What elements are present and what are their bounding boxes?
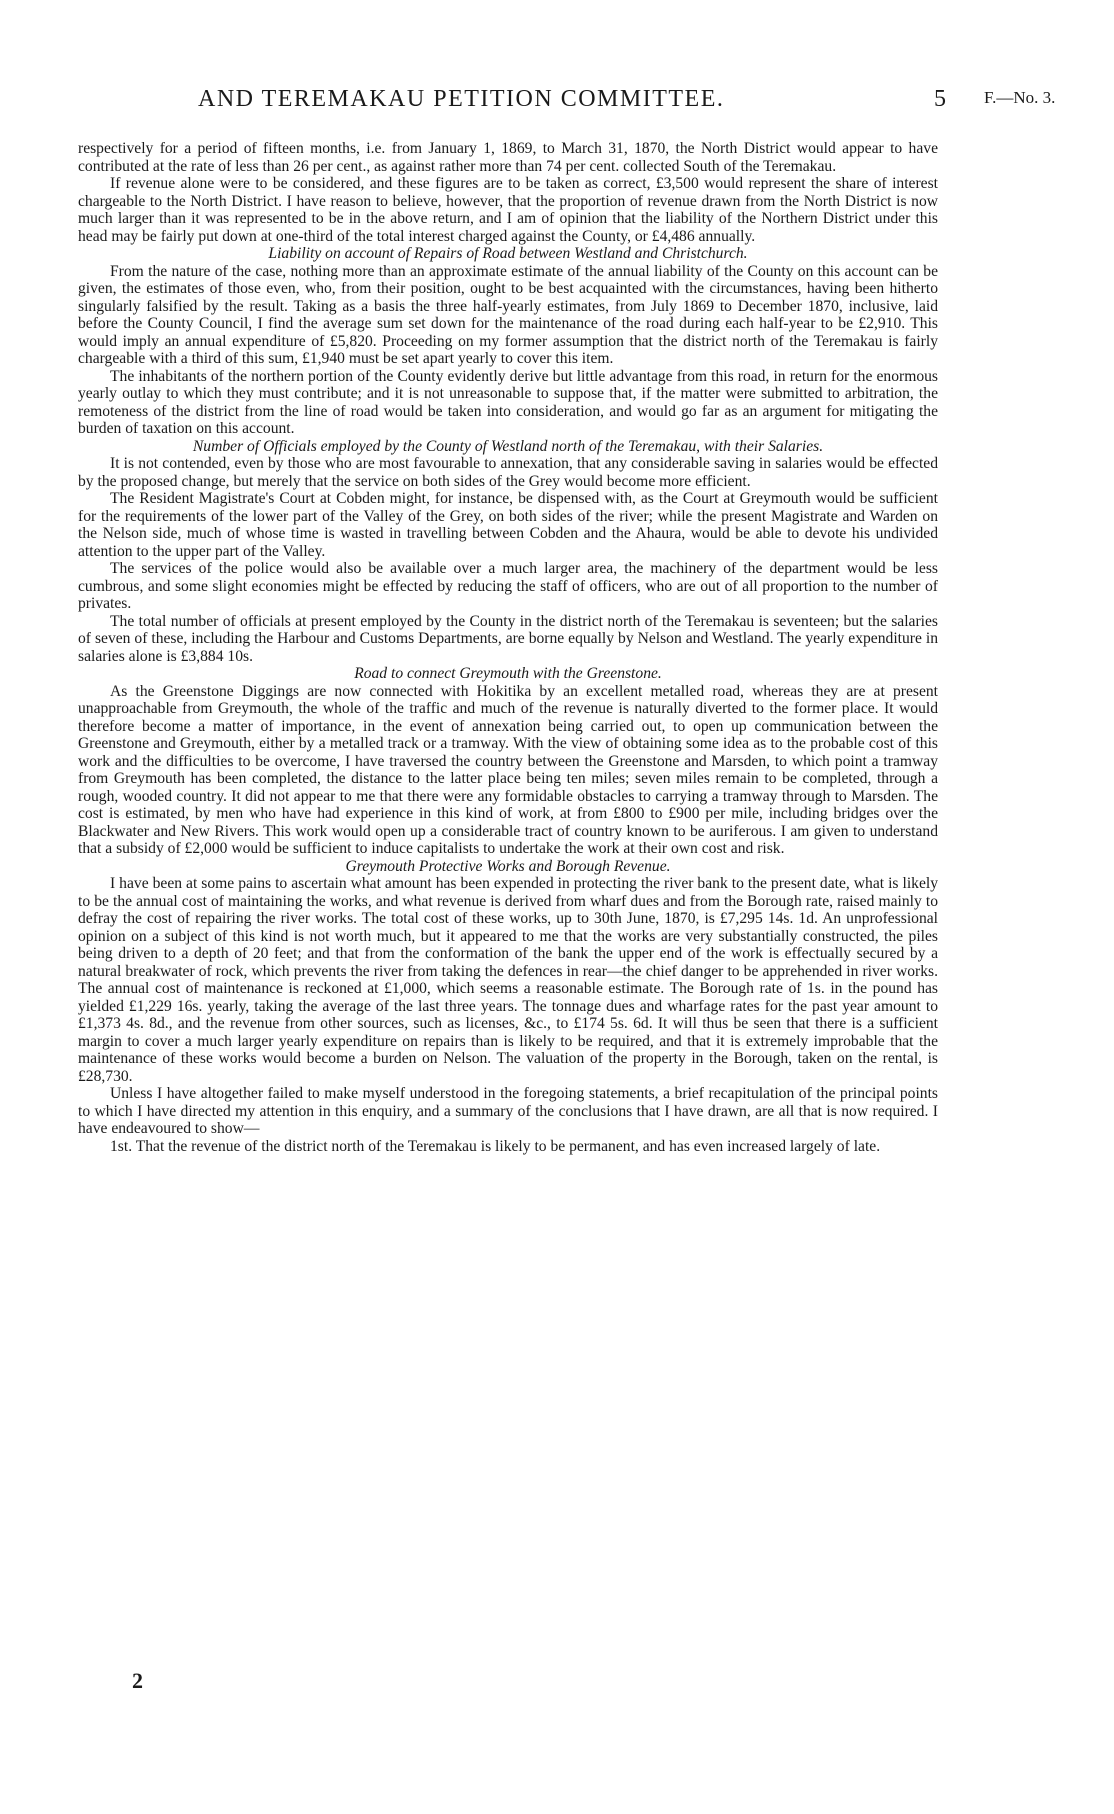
paragraph: I have been at some pains to ascertain what amount has been expended in protecting the river bank to the present date, what is likely to be the annual cost of maintaining the works, and what revenue is derived from wharf dues and from the Borough rate, raised mainly to defray the cost of repairing the river works. The total cost of these works, up to 30th June, 1870, is £7,295 14s. 1d. An unprofessional opinion on a subject of this kind is not worth much, but it appeared to me that the works are very substantially constructed, the piles being driven to a depth of 20 feet; and that from the conformation of the bank the upper end of the work is effectually secured by a natural breakwater of rock, which prevents the river from taking the defences in rear—the chief danger to be apprehended in river works. The annual cost of maintenance is reckoned at £1,000, which seems a reasonable estimate. The Borough rate of 1s. in the pound has yielded £1,229 16s. yearly, taking the average of the last three years. The tonnage dues and wharfage rates for the past year amount to £1,373 4s. 8d., and the revenue from other sources, such as licenses, &c., to £174 5s. 6d. It will thus be seen that there is a sufficient margin to cover a much larger yearly expenditure on repairs than is likely to be required, and that it is extremely improbable that the maintenance of these works would become a burden on Nelson. The valuation of the property in the Borough, taken on the rental, is £28,730. xyxy=(78,875,938,1085)
paragraph: If revenue alone were to be considered, and these figures are to be taken as correct, £3,500 would represent the share of interest chargeable to the North District. I have reason to believe, however, that the proportion of revenue drawn from the North District is now much larger than it was represented to be in the above return, and I am of opinion that the liability of the Northern District under this head may be fairly put down at one-third of the total interest charged against the County, or £4,486 annually. xyxy=(78,175,938,245)
paragraph: It is not contended, even by those who are most favourable to annexation, that any considerable saving in salaries would be effected by the proposed change, but merely that the service on both sides of the Grey would become more efficient. xyxy=(78,455,938,490)
paragraph: 1st. That the revenue of the district north of the Teremakau is likely to be permanent, and has even increased largely of late. xyxy=(110,1137,881,1155)
paragraph: The Resident Magistrate's Court at Cobden might, for instance, be dispensed with, as the Court at Greymouth would be sufficient for the requirements of the lower part of the Valley of the Grey, on both sides of the river; while the present Magistrate and Warden on the Nelson side, much of whose time is wasted in travelling between Cobden and the Ahaura, would be able to devote his undivided attention to the upper part of the Valley. xyxy=(78,490,938,560)
page-number: 5 xyxy=(934,86,946,112)
paragraph: The total number of officials at present employed by the County in the district north of the Teremakau is seventeen; but the salaries of seven of these, including the Harbour and Customs Departments, are borne equally by Nelson and Westland. The yearly expenditure in salaries alone is £3,884 10s. xyxy=(78,612,938,665)
section-heading: Road to connect Greymouth with the Greenstone. xyxy=(354,665,662,682)
section-heading: Greymouth Protective Works and Borough Revenue. xyxy=(345,857,671,875)
section-heading: Number of Officials employed by the County of Westland north of the Teremakau, with their Salaries. xyxy=(192,437,824,455)
paragraph: Unless I have altogether failed to make myself understood in the foregoing statements, a brief recapitulation of the principal points to which I have directed my attention in this enquiry, and a summary of the conclusions that I have drawn, are all that is now required. I have endeavoured to show— xyxy=(78,1085,938,1137)
paragraph: respectively for a period of fifteen months, i.e. from January 1, 1869, to March 31, 1870, the North District would appear to have contributed at the rate of less than 26 per cent., as against rather more than 74 per cent. collected South of the Teremakau. xyxy=(78,140,938,175)
header-title: AND TEREMAKAU PETITION COMMITTEE. xyxy=(198,86,725,112)
running-header xyxy=(0,86,1114,122)
paragraph: The inhabitants of the northern portion of the County evidently derive but little advantage from this road, in return for the enormous yearly outlay to which they must contribute; and it is not unreasonable to suppose that, if the matter were submitted to arbitration, the remoteness of the district from the line of road would be taken into consideration, and would go far as an argument for mitigating the burden of taxation on this account. xyxy=(78,367,938,437)
paragraph: As the Greenstone Diggings are now connected with Hokitika by an excellent metalled road, whereas they are at present unapproachable from Greymouth, the whole of the traffic and much of the revenue is naturally diverted to the former place. It would therefore become a matter of importance, in the event of annexation being carried out, to open up communication between the Greenstone and Greymouth, either by a metalled track or a tramway. With the view of obtaining some idea as to the probable cost of this work and the difficulties to be overcome, I have traversed the country between the Greenstone and Marsden, to which point a tramway from Greymouth has been completed, the distance to the latter place being ten miles; seven miles remain to be completed, through a rough, wooded country. It did not appear to me that there were any formidable obstacles to carrying a tramway through to Marsden. The cost is estimated, by men who have had experience in this kind of work, at from £800 to £900 per mile, including bridges over the Blackwater and New Rivers. This work would open up a considerable tract of country known to be auriferous. I am given to understand that a subsidy of £2,000 would be sufficient to induce capitalists to undertake the work at their own cost and risk. xyxy=(78,682,938,857)
paragraph: The services of the police would also be available over a much larger area, the machinery of the department would be less cumbrous, and some slight economies might be effected by reducing the staff of officers, who are out of all proportion to the number of privates. xyxy=(78,560,938,612)
paragraph: From the nature of the case, nothing more than an approximate estimate of the annual liability of the County on this account can be given, the estimates of those even, who, from their position, ought to be best acquainted with the circumstances, having been hitherto singularly falsified by the result. Taking as a basis the three half-yearly estimates, from July 1869 to December 1870, inclusive, laid before the County Council, I find the average sum set down for the maintenance of the road during each half-year to be £2,910. This would imply an annual expenditure of £5,820. Proceeding on my former assumption that the district north of the Teremakau is fairly chargeable with a third of this sum, £1,940 must be set apart yearly to cover this item. xyxy=(78,262,938,367)
signature-mark: 2 xyxy=(132,1668,143,1693)
section-heading: Liability on account of Repairs of Road between Westland and Christchurch. xyxy=(268,245,748,262)
body-text xyxy=(78,140,938,1155)
document-reference: F.—No. 3. xyxy=(984,88,1056,107)
